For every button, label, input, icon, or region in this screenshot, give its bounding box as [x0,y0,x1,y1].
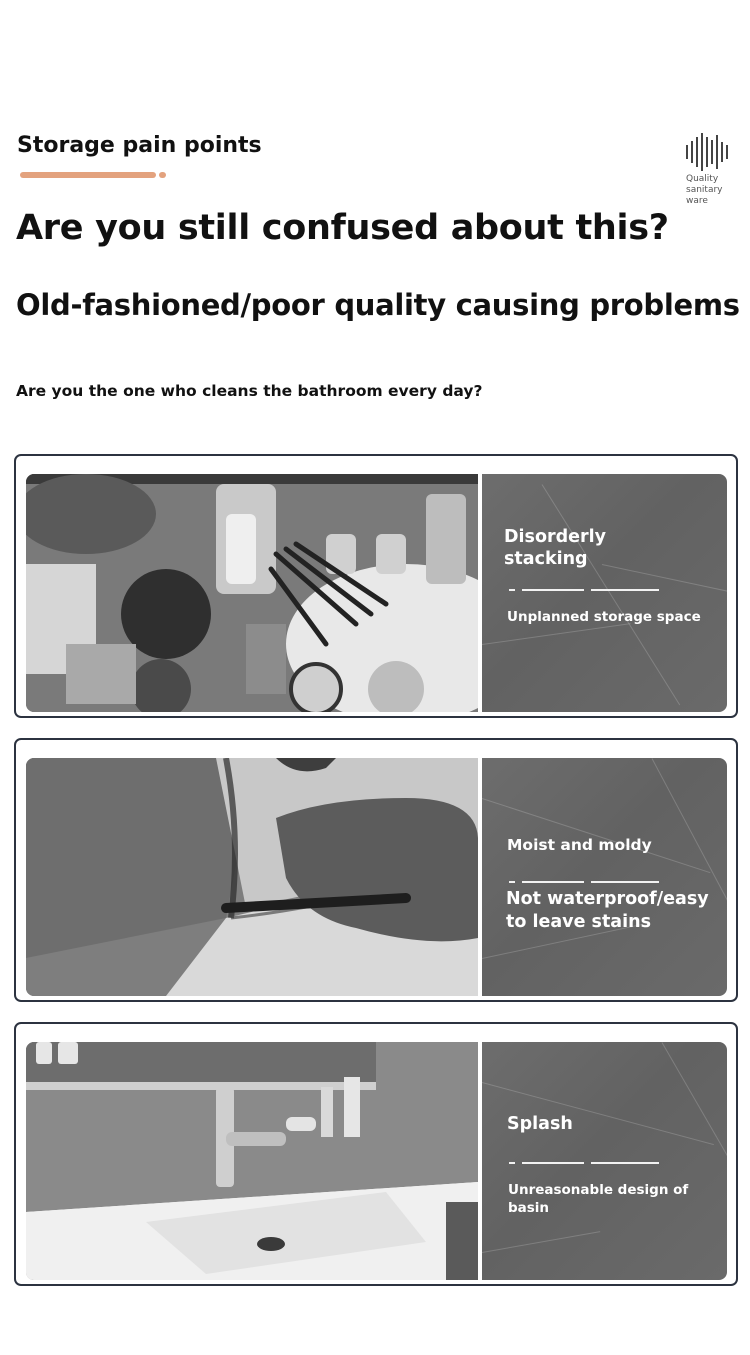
basin-faucet-photo [26,1042,478,1280]
card-text-panel [482,1042,727,1280]
brand-text-line: Quality [686,174,719,184]
pain-point-card-mold [14,738,738,1002]
sound-bars-icon [686,132,740,172]
dash-divider [509,881,661,883]
card-subtitle: Not waterproof/easy [506,889,709,909]
card-text-panel [482,474,727,712]
moldy-sink-edge-photo [26,758,478,996]
card-title: Disorderly [504,527,607,547]
section-label: Storage pain points [17,133,262,158]
page-headline: Are you still confused about this? [16,208,669,248]
accent-underline [20,172,156,178]
dash-divider [509,589,661,591]
card-title: stacking [504,549,588,569]
dash-divider [509,1162,661,1164]
pain-point-card-clutter [14,454,738,718]
page-subheadline: Old-fashioned/poor quality causing problems [16,288,740,322]
pain-point-card-splash [14,1022,738,1286]
card-subtitle: Unplanned storage space [507,609,701,625]
card-title: Moist and moldy [507,836,652,854]
brand-logo [680,132,740,212]
card-subtitle: Unreasonable design of basin [508,1182,689,1216]
cluttered-sink-photo [26,474,478,712]
card-subtitle: to leave stains [506,912,651,932]
card-text-panel [482,758,727,996]
accent-dot [159,172,166,178]
brand-text-line: ware [686,196,708,206]
question-text: Are you the one who cleans the bathroom every day? [16,382,483,400]
brand-text-line: sanitary [686,185,723,195]
card-title: Splash [507,1114,573,1134]
